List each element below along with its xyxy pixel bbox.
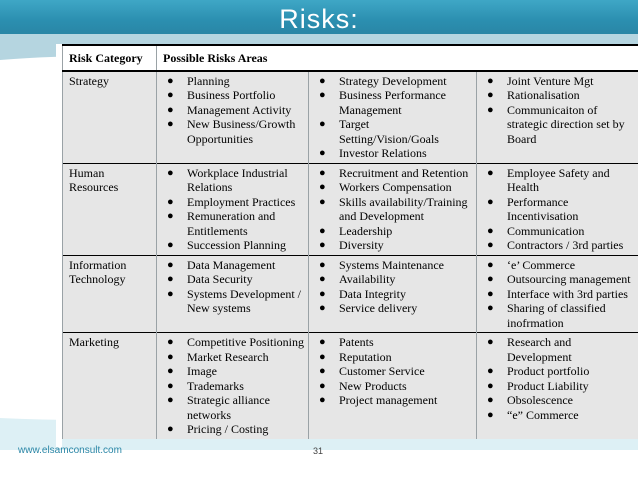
list-item [161,393,304,422]
list-item [313,350,472,365]
risk-area-text: Employment Practices [187,194,296,209]
risk-area-text: Rationalisation [507,88,580,102]
list-item [161,117,304,146]
bullet-icon: ● [319,336,326,348]
risk-area-text: Contractors / 3rd parties [507,238,624,252]
bullet-icon: ● [487,195,494,208]
risk-area-text: Data Security [187,272,253,286]
list-item [313,224,472,239]
risk-area-text: Performance Incentivisation [507,194,579,223]
list-item [161,379,304,394]
risk-area-text: Workers Compensation [339,180,452,194]
list-item [161,258,304,273]
bullet-icon: ● [487,89,494,101]
bullet-icon: ● [487,408,494,421]
risk-area-text: Product portfolio [507,364,590,378]
table-row [63,163,638,255]
risk-areas-cell [309,163,477,255]
list-item [313,379,472,394]
list-item [481,287,635,302]
list-item [161,422,304,437]
table-row [63,333,638,439]
bullet-icon: ● [487,273,494,285]
list-item [313,117,472,146]
list-item [313,364,472,379]
list-item [481,224,635,239]
risk-area-text: Communicaiton of strategic direction set by Board [507,102,625,146]
risk-area-text: Outsourcing management [507,272,631,286]
list-item [313,195,472,224]
list-item [313,238,472,253]
list-item [481,166,635,195]
risk-area-text: Skills availability/Training and Development [339,194,468,223]
list-item [161,195,304,210]
bullet-icon: ● [487,365,494,377]
bullet-icon: ● [319,379,326,392]
risk-areas-cell [157,333,309,439]
risk-areas-cell [477,333,638,439]
risks-table [62,44,638,439]
list-item [161,287,304,316]
list-item [313,393,472,408]
risk-areas-cell [157,71,309,164]
bullet-icon: ● [319,181,326,193]
risk-areas-list [481,74,635,147]
risk-areas-cell [157,163,309,255]
bullet-icon: ● [319,195,326,208]
table-body [63,71,638,439]
bullet-icon: ● [167,350,174,363]
bullet-icon: ● [167,394,174,406]
risk-area-text: Reputation [339,349,392,364]
bullet-icon: ● [487,239,494,251]
bullet-icon: ● [487,166,494,179]
risk-area-text: Diversity [339,238,384,252]
list-item [313,287,472,302]
bullet-icon: ● [487,224,494,237]
list-item [313,88,472,117]
list-item [481,195,635,224]
list-item [313,180,472,195]
bullet-icon: ● [167,89,174,101]
risk-area-text: Patents [339,335,374,349]
risk-area-text: Target Setting/Vision/Goals [339,117,439,146]
risk-areas-list [313,335,472,408]
list-item [481,364,635,379]
list-item [313,146,472,161]
list-item [161,166,304,195]
title-banner [0,0,638,34]
risk-area-text: Service delivery [339,301,418,315]
bullet-icon: ● [167,74,174,87]
list-item [481,335,635,364]
risk-area-text: Communication [507,223,585,238]
risk-area-text: Availability [339,272,396,286]
bullet-icon: ● [487,103,494,116]
risk-area-text: Market Research [187,349,269,364]
risk-areas-list [481,166,635,253]
risk-areas-list [313,258,472,316]
risk-area-text: Workplace Industrial Relations [187,165,288,194]
risk-area-text: Research and Development [507,335,572,364]
risk-area-text: Business Portfolio [187,88,276,102]
bullet-icon: ● [487,302,494,314]
bullet-icon: ● [487,394,494,406]
bullet-icon: ● [319,302,326,314]
bullet-icon: ● [167,379,174,392]
bullet-icon: ● [319,239,326,251]
risks-table-container [62,44,638,439]
list-item [481,272,635,287]
risk-area-text: Data Integrity [339,286,406,301]
risk-area-text: Remuneration and Entitlements [187,209,276,238]
list-item [161,238,304,253]
bullet-icon: ● [319,166,326,179]
risk-areas-list [481,335,635,422]
risk-areas-cell [309,255,477,333]
risk-area-text: Succession Planning [187,238,286,252]
risk-area-text: Project management [339,393,438,407]
risk-area-text: Employee Safety and Health [507,165,610,194]
bullet-icon: ● [319,273,326,285]
bullet-icon: ● [167,195,174,208]
bullet-icon: ● [487,258,494,271]
bullet-icon: ● [319,118,326,130]
list-item [313,258,472,273]
bullet-icon: ● [319,147,326,159]
risk-category-cell: Marketing [63,333,157,439]
risk-area-text: Image [187,364,217,378]
risk-areas-list [481,258,635,331]
bullet-icon: ● [167,258,174,271]
list-item [481,74,635,89]
risk-area-text: Joint Venture Mgt [507,73,594,88]
risk-areas-list [161,74,304,147]
risk-area-text: New Business/Growth Opportunities [187,117,296,146]
list-item [481,301,635,330]
bullet-icon: ● [319,350,326,363]
footer-url: www.elsamconsult.com [18,445,122,456]
table-header-row [63,45,638,71]
risk-area-text: Strategic alliance networks [187,393,270,422]
risk-area-text: Investor Relations [339,146,427,160]
risk-area-text: New Products [339,378,407,393]
risk-areas-cell [477,163,638,255]
risk-area-text: Systems Maintenance [339,257,444,272]
bullet-icon: ● [319,74,326,87]
bullet-icon: ● [167,118,174,130]
list-item [161,74,304,89]
bullet-icon: ● [319,89,326,101]
risk-area-text: Customer Service [339,364,425,378]
risk-areas-list [313,74,472,161]
bullet-icon: ● [167,239,174,251]
list-item [481,379,635,394]
risk-area-text: Data Management [187,257,276,272]
list-item [313,166,472,181]
risk-areas-cell [309,333,477,439]
risk-areas-cell [477,71,638,164]
list-item [481,258,635,273]
page-number: 31 [313,446,324,456]
risk-area-text: Management Activity [187,102,292,117]
list-item [161,350,304,365]
risk-area-text: Sharing of classified inofrmation [507,301,606,330]
bullet-icon: ● [319,394,326,406]
bullet-icon: ● [167,103,174,116]
list-item [161,103,304,118]
risk-areas-list [313,166,472,253]
bullet-icon: ● [319,287,326,300]
risk-area-text: Recruitment and Retention [339,165,469,180]
risk-areas-cell [157,255,309,333]
bullet-icon: ● [319,365,326,377]
risk-area-text: Business Performance Management [339,88,446,117]
list-item [161,209,304,238]
risk-category-cell: Information Technology [63,255,157,333]
risk-area-text: ‘e’ Commerce [507,257,576,272]
risk-areas-cell [309,71,477,164]
bullet-icon: ● [167,166,174,179]
list-item [481,88,635,103]
risk-area-text: Trademarks [187,378,244,393]
risk-area-text: Systems Development / New systems [187,286,301,315]
table-row [63,255,638,333]
list-item [481,408,635,423]
risk-area-text: Leadership [339,223,393,238]
risk-area-text: Product Liability [507,378,589,393]
bullet-icon: ● [167,287,174,300]
list-item [481,393,635,408]
bullet-icon: ● [319,224,326,237]
list-item [161,364,304,379]
risk-area-text: Competitive Positioning [187,335,305,349]
risk-area-text: “e” Commerce [507,407,579,422]
bullet-icon: ● [487,379,494,392]
bullet-icon: ● [319,258,326,271]
list-item [313,335,472,350]
list-item [161,335,304,350]
bullet-icon: ● [167,423,174,435]
list-item [161,272,304,287]
risk-areas-list [161,258,304,316]
risk-areas-list [161,335,304,437]
list-item [161,88,304,103]
bullet-icon: ● [487,287,494,300]
list-item [313,74,472,89]
header-risk-category: Risk Category [63,45,157,71]
bullet-icon: ● [167,336,174,348]
risk-area-text: Strategy Development [339,73,447,88]
list-item [313,301,472,316]
bullet-icon: ● [167,365,174,377]
list-item [481,238,635,253]
bullet-icon: ● [167,273,174,285]
list-item [313,272,472,287]
bullet-icon: ● [167,210,174,222]
risk-area-text: Interface with 3rd parties [507,286,628,301]
bullet-icon: ● [487,74,494,87]
table-row [63,71,638,164]
risk-areas-cell [477,255,638,333]
list-item [481,103,635,147]
slide-title: Risks: [279,4,359,34]
risk-category-cell: Strategy [63,71,157,164]
risk-area-text: Obsolescence [507,393,573,407]
header-possible-risks-areas: Possible Risks Areas [157,45,638,71]
risk-category-cell: Human Resources [63,163,157,255]
risk-areas-list [161,166,304,253]
risk-area-text: Pricing / Costing [187,422,269,436]
bullet-icon: ● [487,336,494,348]
risk-area-text: Planning [187,73,230,88]
